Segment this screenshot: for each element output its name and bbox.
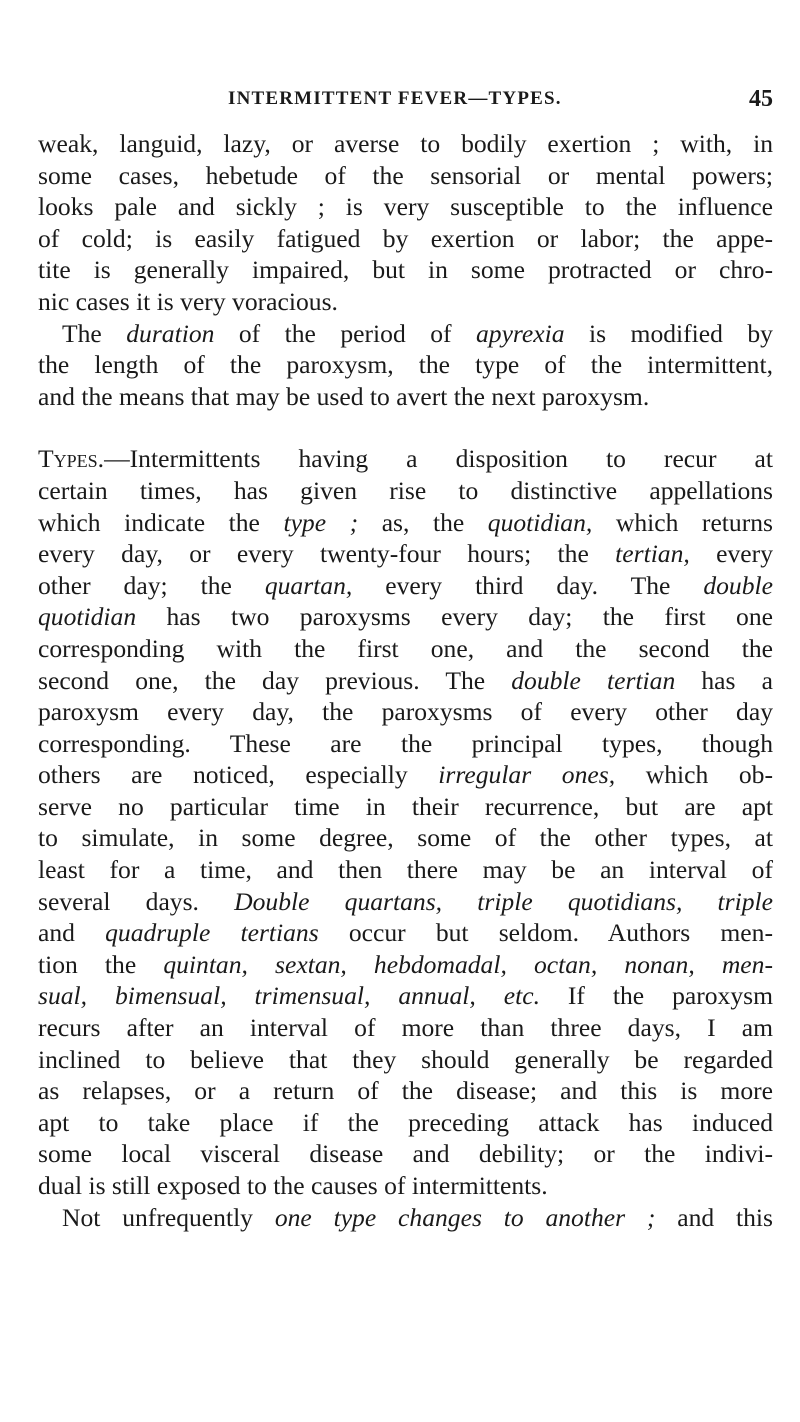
text-line: least for a time, and then there may be an interval of [38, 855, 773, 885]
text-line [38, 507, 773, 539]
text-line [38, 886, 773, 918]
text-run: other day; the [38, 570, 265, 600]
text-line [38, 601, 773, 633]
italic-term: duration [126, 318, 215, 348]
text-run: several days. [38, 886, 235, 916]
italic-term: one type changes to another ; [274, 1202, 656, 1232]
text-line [38, 665, 773, 697]
text-line [38, 917, 773, 949]
text-run: tion the [38, 949, 164, 979]
text-line [38, 443, 773, 475]
text-run: Not unfrequently [62, 1202, 275, 1232]
text-line: weak, languid, lazy, or averse to bodily exertion ; with, in [38, 129, 773, 158]
text-run: every third day. The [352, 570, 704, 600]
body-text [38, 128, 773, 1233]
text-line [38, 949, 773, 981]
paragraph-gap [38, 412, 773, 443]
italic-term: Double quartans, triple quotidians, triple [234, 886, 773, 916]
italic-term: apyrexia [475, 318, 565, 348]
text-line: corresponding with the first one, and the second the [38, 633, 773, 663]
text-line: to simulate, in some degree, some of the other types, at [38, 823, 773, 853]
text-line: paroxysm every day, the paroxysms of every other day [38, 697, 773, 727]
running-header [38, 88, 773, 122]
book-page [38, 88, 773, 1233]
italic-term: type ; [283, 507, 359, 537]
italic-term: quartan, [264, 570, 353, 600]
italic-term: quintan, sextan, hebdomadal, octan, nonan, men- [163, 949, 773, 979]
text-run: every day, or every twenty-four hours; the [38, 539, 616, 569]
text-line: apt to take place if the preceding attack has induced [38, 1107, 773, 1137]
text-run: occur but seldom. Authors men- [318, 918, 773, 948]
section-label: Types. [38, 444, 105, 474]
text-run: which returns [592, 507, 773, 537]
italic-term: quotidian [38, 602, 137, 632]
text-line: certain times, has given rise to distinctive appellations [38, 475, 773, 505]
text-run: others are noticed, especially [38, 760, 439, 790]
text-run: If the paroxysm [539, 981, 774, 1011]
text-line: as relapses, or a return of the disease; and this is more [38, 1076, 773, 1106]
text-run: which indicate the [38, 507, 284, 537]
text-line: and the means that may be used to avert the next paroxysm. [38, 381, 650, 411]
text-line [38, 759, 773, 791]
text-line [38, 318, 773, 350]
text-line: some cases, hebetude of the sensorial or mental powers; [38, 160, 773, 190]
italic-term: sual, bimensual, trimensual, annual, etc. [38, 981, 540, 1011]
text-line: nic cases it is very voracious. [38, 286, 338, 316]
italic-term: double tertian [511, 665, 676, 695]
paragraph-duration [38, 318, 773, 413]
paragraph-type-change [38, 1202, 773, 1234]
text-line: corresponding. These are the principal types, though [38, 728, 773, 758]
text-run: second one, the day previous. The [38, 665, 512, 695]
text-line: the length of the paroxysm, the type of the intermittent, [38, 350, 773, 380]
text-run: has a [675, 665, 773, 695]
text-run: every [689, 539, 773, 569]
text-line [38, 570, 773, 602]
paragraph-continuation [38, 128, 773, 318]
text-run: as, the [358, 507, 488, 537]
italic-term: quotidian, [487, 507, 593, 537]
text-line [38, 980, 773, 1012]
text-run: which ob- [615, 760, 773, 790]
text-run: is modified by [564, 318, 773, 348]
text-line: tite is generally impaired, but in some protracted or chro- [38, 255, 773, 285]
page-number: 45 [749, 86, 773, 112]
text-line: recurs after an interval of more than three days, I am [38, 1013, 773, 1043]
paragraph-types [38, 443, 773, 1201]
running-title: INTERMITTENT FEVER—TYPES. [228, 88, 562, 109]
italic-term: double [703, 570, 773, 600]
text-run: has two paroxysms every day; the first one [136, 602, 773, 632]
text-line: some local visceral disease and debility; or the indivi- [38, 1139, 773, 1169]
text-run: and this [655, 1202, 773, 1232]
text-line [38, 1202, 773, 1234]
italic-term: tertian, [615, 539, 690, 569]
text-run: of the period of [214, 318, 476, 348]
italic-term: irregular ones, [438, 760, 616, 790]
text-run: and [38, 918, 106, 948]
text-line: serve no particular time in their recurrence, but are apt [38, 791, 773, 821]
text-run: The [62, 318, 127, 348]
text-run: —Intermittents having a disposition to recur at [104, 444, 773, 474]
italic-term: quadruple tertians [105, 918, 319, 948]
text-line: looks pale and sickly ; is very susceptible to the influence [38, 192, 773, 222]
text-line: inclined to believe that they should generally be regarded [38, 1044, 773, 1074]
text-line: of cold; is easily fatigued by exertion or labor; the appe- [38, 223, 773, 253]
text-line [38, 538, 773, 570]
text-line: dual is still exposed to the causes of intermittents. [38, 1171, 548, 1200]
